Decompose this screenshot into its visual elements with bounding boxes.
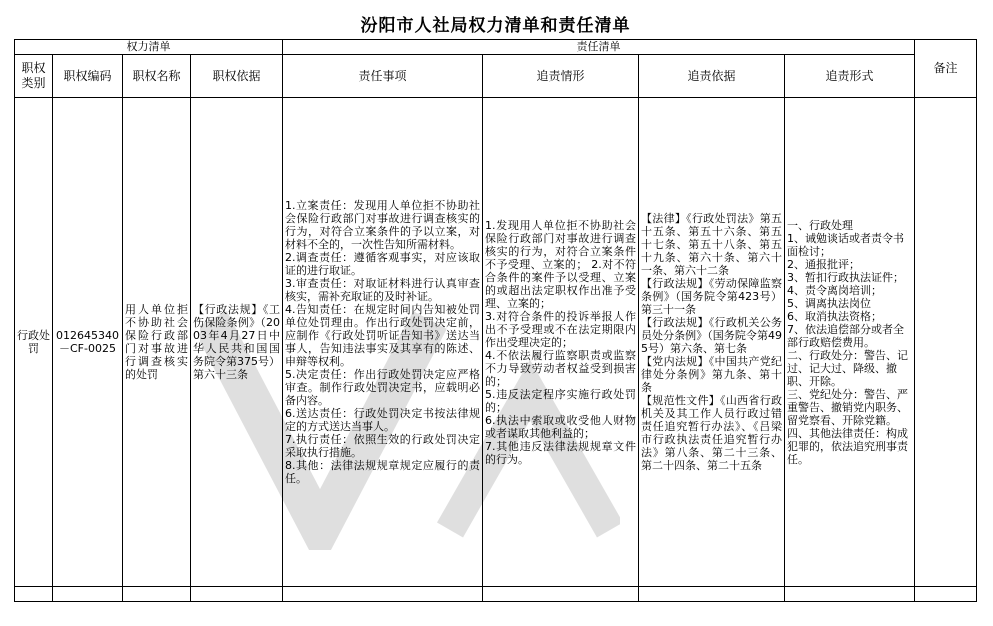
accountability-basis-header: 追责依据: [639, 55, 785, 98]
name-cell: 用人单位拒不协助社会保险行政部门对事故进行调查核实的处罚: [123, 98, 191, 587]
basis-cell: 【行政法规】《工伤保险条例》（2003年4月27日中华人民共和国国务院令第375号）第六十三条: [191, 98, 283, 587]
list-table: [14, 14, 977, 602]
accountability-cases-header: 追责情形: [483, 55, 639, 98]
page-title: 汾阳市人社局权力清单和责任清单: [15, 14, 977, 40]
basis-header: 职权依据: [191, 55, 283, 98]
type-cell: 行政处罚: [15, 98, 53, 587]
accountability-forms-header: 追责形式: [785, 55, 915, 98]
table-row: [15, 98, 977, 587]
name-header: 职权名称: [123, 55, 191, 98]
accountability-cases-cell: 1.发现用人单位拒不协助社会保险行政部门对事故进行调查核实的行为，对符合立案条件不予受理、立案的； 2.对不符合条件的案件予以受理、立案的或超出法定职权作出准予受理、立案的； 3.对符合条件的投诉举报人作出不予受理或不在法定期限内作出受理决定的； 4.不依法履行监察职责或监察不力导致劳动者权益受到损害的； 5.违反法定程序实施行政处罚的； 6.执法中索取或收受他人财物或者谋取其他利益的； 7.其他违反法律法规规章文件的行为。: [483, 98, 639, 587]
accountability-basis-cell: 【法律】《行政处罚法》第五十五条、第五十六条、第五十七条、第五十八条、第五十九条、第六十条、第六十一条、第六十二条 【行政法规】《劳动保障监察条例》（国务院令第423号） 第三十一条 【行政法规】《行政机关公务员处分条例》（国务院令第495号）第六条、第七条 【党内法规】《中国共产党纪律处分条例》第九条、第十条 【规范性文件】《山西省行政机关及其工作人员行政过错责任追究暂行办法》、《吕梁市行政执法责任追究暂行办法》第八条、第二十三条、第二十四条、第二十五条: [639, 98, 785, 587]
type-header: 职权类别: [15, 55, 53, 98]
code-cell: 012645340－CF-0025: [53, 98, 123, 587]
duty-items-header: 责任事项: [283, 55, 483, 98]
duty-items-cell: 1.立案责任：发现用人单位拒不协助社会保险行政部门对事故进行调查核实的行为，对符合立案条件的予以立案，对材料不全的，一次性告知所需材料。 2.调查责任：遵循客观事实，对应该取证的进行取证。 3.审查责任：对取证材料进行认真审查核实，需补充取证的及时补证。 4.告知责任：在规定时间内告知被处罚单位处罚理由。作出行政处罚决定前，应制作《行政处罚听证告知书》送达当事人，告知违法事实及其享有的陈述、申辩等权利。 5.决定责任：作出行政处罚决定应严格审查。制作行政处罚决定书，应载明必备内容。 6.送达责任：行政处罚决定书按法律规定的方式送达当事人。 7.执行责任：依照生效的行政处罚决定采取执行措施。 8.其他：法律法规规章规定应履行的责任。: [283, 98, 483, 587]
power-list-group-header: 权力清单: [15, 40, 283, 55]
remarks-header: 备注: [915, 40, 977, 98]
responsibility-list-sheet: [14, 14, 976, 602]
accountability-forms-cell: 一、行政处理 1、诫勉谈话或者责令书面检讨； 2、通报批评； 3、暂扣行政执法证件； 4、责令离岗培训； 5、调离执法岗位 6、取消执法资格； 7、依法追偿部分或者全部行政赔偿费用。 二、行政处分：警告、记过、记大过、降级、撤职、开除。 三、党纪处分：警告、严重警告、撤销党内职务、留党察看、开除党籍。 四、其他法律责任：构成犯罪的，依法追究刑事责任。: [785, 98, 915, 587]
remarks-cell: [915, 98, 977, 587]
duty-list-group-header: 责任清单: [283, 40, 915, 55]
code-header: 职权编码: [53, 55, 123, 98]
blank-row: [15, 587, 977, 602]
